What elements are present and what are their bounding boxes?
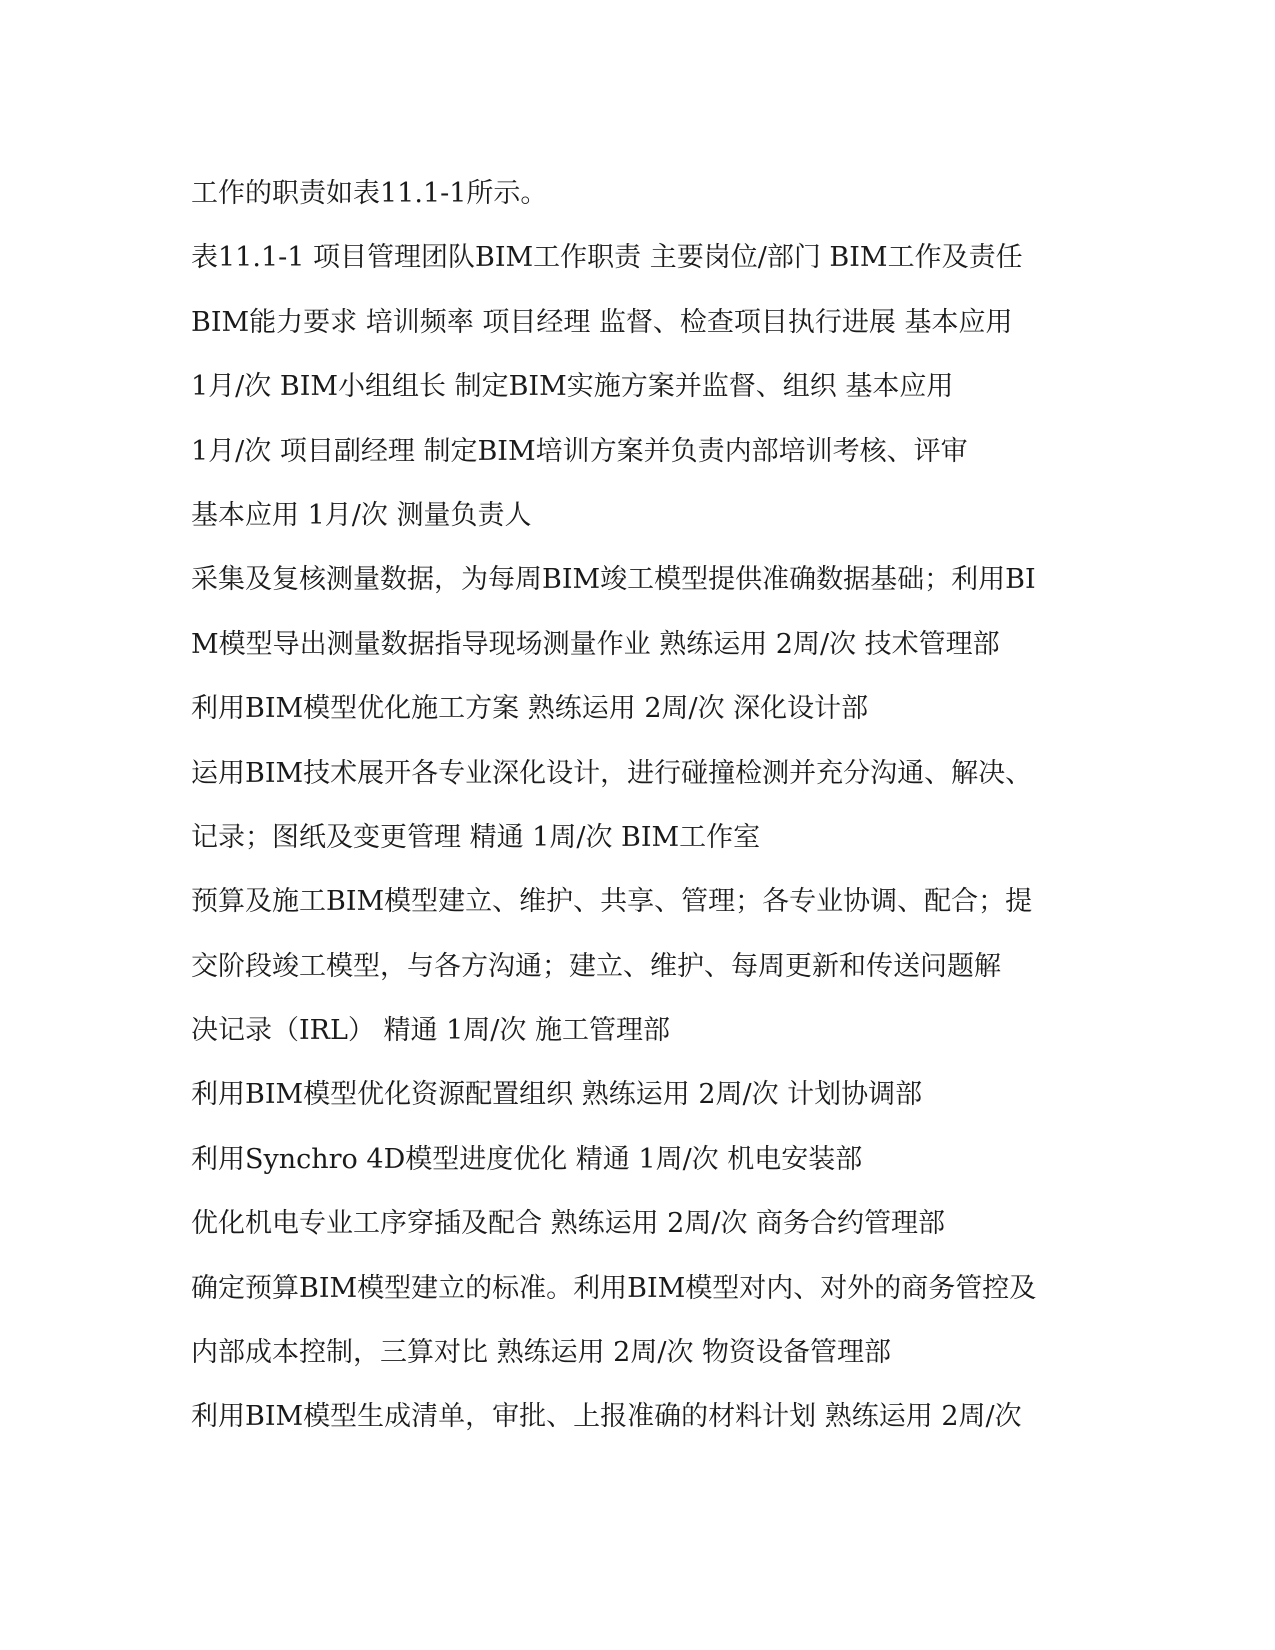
text-line: 运用BIM技术展开各专业深化设计，进行碰撞检测并充分沟通、解决、 bbox=[191, 757, 1033, 789]
text-line: 利用BIM模型生成清单，审批、上报准确的材料计划 熟练运用 2周/次 bbox=[191, 1401, 1022, 1433]
text-line: 决记录（IRL） 精通 1周/次 施工管理部 bbox=[191, 1015, 670, 1047]
text-line: 确定预算BIM模型建立的标准。利用BIM模型对内、对外的商务管控及 bbox=[191, 1272, 1037, 1304]
text-line: 利用BIM模型优化施工方案 熟练运用 2周/次 深化设计部 bbox=[191, 693, 869, 725]
text-line: 内部成本控制，三算对比 熟练运用 2周/次 物资设备管理部 bbox=[191, 1337, 892, 1369]
text-line: 利用Synchro 4D模型进度优化 精通 1周/次 机电安装部 bbox=[191, 1143, 863, 1175]
text-line: 优化机电专业工序穿插及配合 熟练运用 2周/次 商务合约管理部 bbox=[191, 1208, 946, 1240]
text-line: 表11.1-1 项目管理团队BIM工作职责 主要岗位/部门 BIM工作及责任 bbox=[191, 242, 1023, 274]
text-line: 工作的职责如表11.1-1所示。 bbox=[191, 178, 548, 209]
text-line: 利用BIM模型优化资源配置组织 熟练运用 2周/次 计划协调部 bbox=[191, 1079, 923, 1111]
text-line: 基本应用 1月/次 测量负责人 bbox=[191, 499, 532, 531]
text-line: 交阶段竣工模型，与各方沟通；建立、维护、每周更新和传送问题解 bbox=[191, 950, 1001, 982]
text-line: BIM能力要求 培训频率 项目经理 监督、检查项目执行进展 基本应用 bbox=[191, 306, 1013, 338]
body-text bbox=[191, 162, 1091, 1450]
text-line: M模型导出测量数据指导现场测量作业 熟练运用 2周/次 技术管理部 bbox=[191, 628, 1000, 660]
text-line: 1月/次 BIM小组组长 制定BIM实施方案并监督、组织 基本应用 bbox=[191, 371, 954, 403]
text-line: 采集及复核测量数据，为每周BIM竣工模型提供准确数据基础；利用BI bbox=[191, 564, 1036, 596]
text-line: 1月/次 项目副经理 制定BIM培训方案并负责内部培训考核、评审 bbox=[191, 435, 968, 467]
text-line: 预算及施工BIM模型建立、维护、共享、管理；各专业协调、配合；提 bbox=[191, 886, 1033, 918]
text-line: 记录；图纸及变更管理 精通 1周/次 BIM工作室 bbox=[191, 821, 761, 853]
